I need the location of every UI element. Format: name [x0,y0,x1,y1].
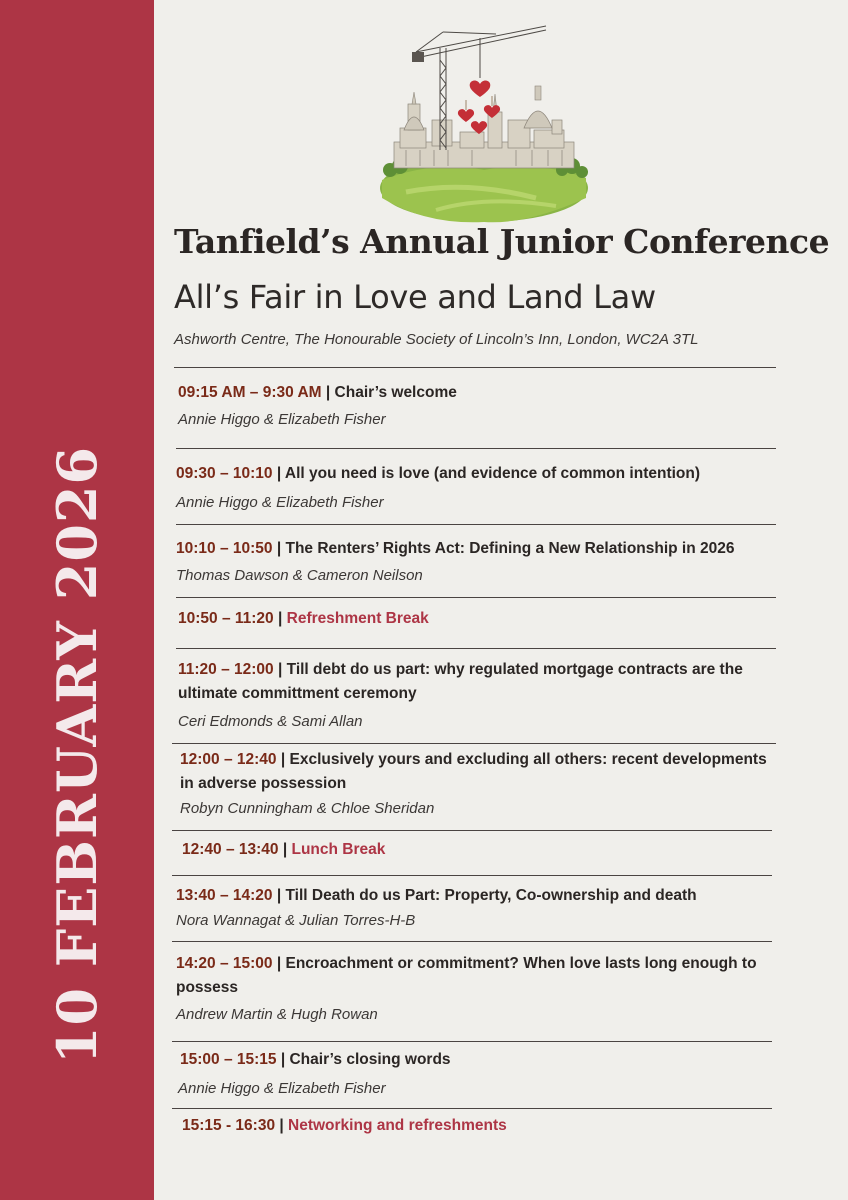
divider [174,367,776,368]
session-title: Encroachment or commitment? When love lasts long enough to possess [176,955,757,996]
break-title: Refreshment Break [286,610,429,627]
session-title: All you need is love (and evidence of common intention) [284,465,701,482]
divider [176,648,776,649]
session-speakers: Annie Higgo & Elizabeth Fisher [178,411,386,428]
session-time: 10:50 – 11:20 [178,610,274,627]
divider [176,448,776,449]
session-time: 09:30 – 10:10 [176,465,273,482]
divider [176,524,776,525]
session-title: Till Death do us Part: Property, Co-ownership and death [285,887,697,904]
session-heading: 11:20 – 12:00 | Till debt do us part: why regulated mortgage contracts are the ultimate committment ceremony [178,661,743,702]
break-heading: 15:15 - 16:30 | Networking and refreshments [182,1117,507,1134]
session-heading: 15:00 – 15:15 | Chair’s closing words [180,1051,451,1068]
session-heading: 14:20 – 15:00 | Encroachment or commitment? When love lasts long enough to possess [176,955,757,996]
session-speakers: Annie Higgo & Elizabeth Fisher [176,494,384,511]
event-date: 10 FEBRUARY 2026 [45,445,109,1065]
session-heading: 09:30 – 10:10 | All you need is love (and evidence of common intention) [176,465,701,482]
session-speakers: Robyn Cunningham & Chloe Sheridan [180,800,435,817]
session-heading: 12:00 – 12:40 | Exclusively yours and excluding all others: recent developments in adverse possession [180,751,767,792]
session-time: 12:00 – 12:40 [180,751,277,768]
session-speakers: Ceri Edmonds & Sami Allan [178,713,363,730]
divider [172,941,772,942]
session-time: 14:20 – 15:00 [176,955,273,972]
session-title: Exclusively yours and excluding all others: recent developments in adverse possession [180,751,767,792]
session-time: 15:00 – 15:15 [180,1051,277,1068]
divider [172,743,776,744]
session-time: 11:20 – 12:00 [178,661,274,678]
session-time: 15:15 - 16:30 [182,1117,276,1134]
session-time: 10:10 – 10:50 [176,540,273,557]
venue-address: Ashworth Centre, The Honourable Society of Lincoln’s Inn, London, WC2A 3TL [174,331,699,348]
divider [172,875,772,876]
session-title: The Renters’ Rights Act: Defining a New Relationship in 2026 [285,540,735,557]
session-speakers: Nora Wannagat & Julian Torres-H-B [176,912,416,929]
conference-title: Tanfield’s Annual Junior Conference [174,222,830,261]
session-title: Chair’s closing words [289,1051,451,1068]
divider [172,830,772,831]
session-speakers: Thomas Dawson & Cameron Neilson [176,567,423,584]
break-heading: 12:40 – 13:40 | Lunch Break [182,841,386,858]
session-heading: 09:15 AM – 9:30 AM | Chair’s welcome [178,384,457,401]
date-sidebar [0,0,154,1200]
session-title: Chair’s welcome [334,384,457,401]
break-title: Lunch Break [291,841,386,858]
session-speakers: Annie Higgo & Elizabeth Fisher [178,1080,386,1097]
break-heading: 10:50 – 11:20 | Refreshment Break [178,610,429,627]
session-title: Till debt do us part: why regulated mortgage contracts are the ultimate committment ceremony [178,661,743,702]
session-time: 13:40 – 14:20 [176,887,273,904]
crane-city-hearts-illustration [376,20,592,226]
session-heading: 10:10 – 10:50 | The Renters’ Rights Act: Defining a New Relationship in 2026 [176,540,735,557]
divider [172,1041,772,1042]
session-time: 12:40 – 13:40 [182,841,279,858]
session-time: 09:15 AM – 9:30 AM [178,384,322,401]
break-title: Networking and refreshments [288,1117,507,1134]
divider [172,1108,772,1109]
session-speakers: Andrew Martin & Hugh Rowan [176,1006,378,1023]
divider [176,597,776,598]
conference-subtitle: All’s Fair in Love and Land Law [174,278,656,316]
session-heading: 13:40 – 14:20 | Till Death do us Part: Property, Co-ownership and death [176,887,697,904]
